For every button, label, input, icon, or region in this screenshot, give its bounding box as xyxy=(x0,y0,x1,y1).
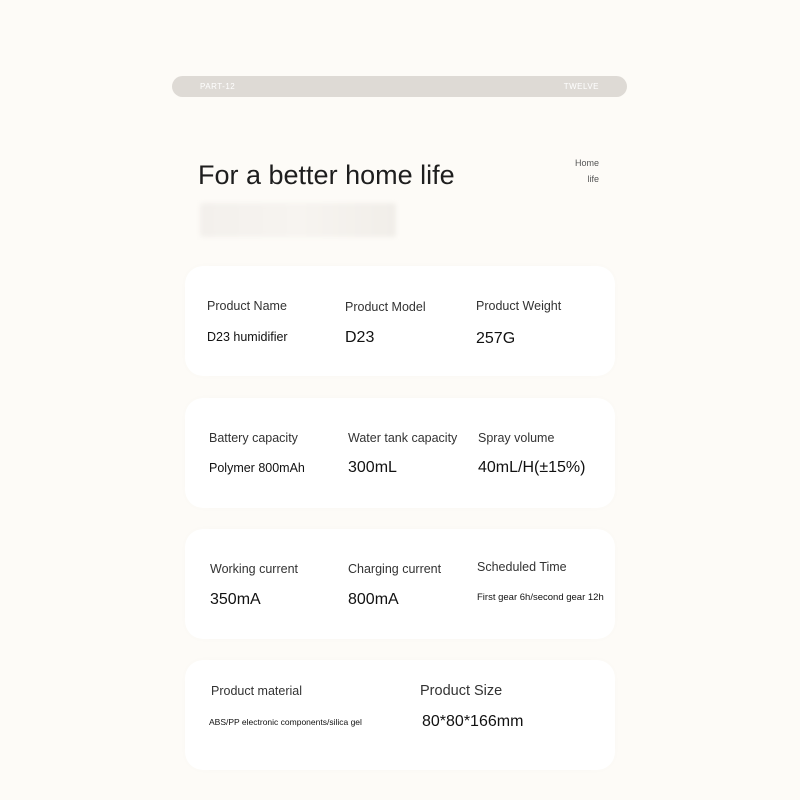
spec-scheduled-time xyxy=(477,560,604,603)
section-banner xyxy=(172,76,627,97)
spec-product-material xyxy=(211,684,362,727)
spec-value: 257G xyxy=(476,330,516,347)
spec-value: 800mA xyxy=(348,591,399,608)
spec-label: Product Size xyxy=(420,683,503,699)
spec-label: Water tank capacity xyxy=(348,431,458,445)
spec-working-current xyxy=(210,562,298,609)
spec-product-name xyxy=(207,299,288,344)
tag-home: Home xyxy=(574,158,599,168)
spec-product-weight xyxy=(476,299,561,348)
section-number-label: TWELVE xyxy=(563,82,599,91)
spec-label: Spray volume xyxy=(478,431,555,445)
spec-value: 40mL/H(±15%) xyxy=(478,459,586,476)
spec-value: ABS/PP electronic components/silica gel xyxy=(209,717,362,727)
spec-product-size xyxy=(420,683,523,731)
spec-value: First gear 6h/second gear 12h xyxy=(477,592,604,603)
spec-value: D23 humidifier xyxy=(207,330,288,344)
spec-value: 300mL xyxy=(348,459,397,476)
spec-label: Charging current xyxy=(348,562,442,576)
spec-battery-capacity xyxy=(209,431,305,475)
spec-label: Product material xyxy=(211,684,303,698)
spec-product-model xyxy=(345,300,426,347)
page-title: For a better home life xyxy=(198,160,455,190)
spec-value: D23 xyxy=(345,329,375,346)
spec-water-tank-capacity xyxy=(348,431,457,477)
spec-label: Product Weight xyxy=(476,299,562,313)
spec-card-basic xyxy=(185,266,615,376)
section-part-label: PART-12 xyxy=(200,82,236,91)
spec-label: Scheduled Time xyxy=(477,560,567,574)
spec-charging-current xyxy=(348,562,441,609)
spec-label: Working current xyxy=(210,562,298,576)
blurred-subtitle-placeholder xyxy=(200,203,396,237)
spec-label: Product Name xyxy=(207,299,287,313)
spec-label: Battery capacity xyxy=(209,431,298,445)
spec-spray-volume xyxy=(478,431,585,477)
spec-card-capacity xyxy=(185,398,615,508)
tag-life: life xyxy=(587,174,599,184)
spec-label: Product Model xyxy=(345,300,426,314)
spec-card-electrical xyxy=(185,529,615,639)
spec-card-physical xyxy=(185,660,615,770)
spec-value: Polymer 800mAh xyxy=(209,461,305,475)
spec-value: 350mA xyxy=(210,591,261,608)
spec-value: 80*80*166mm xyxy=(422,713,524,730)
